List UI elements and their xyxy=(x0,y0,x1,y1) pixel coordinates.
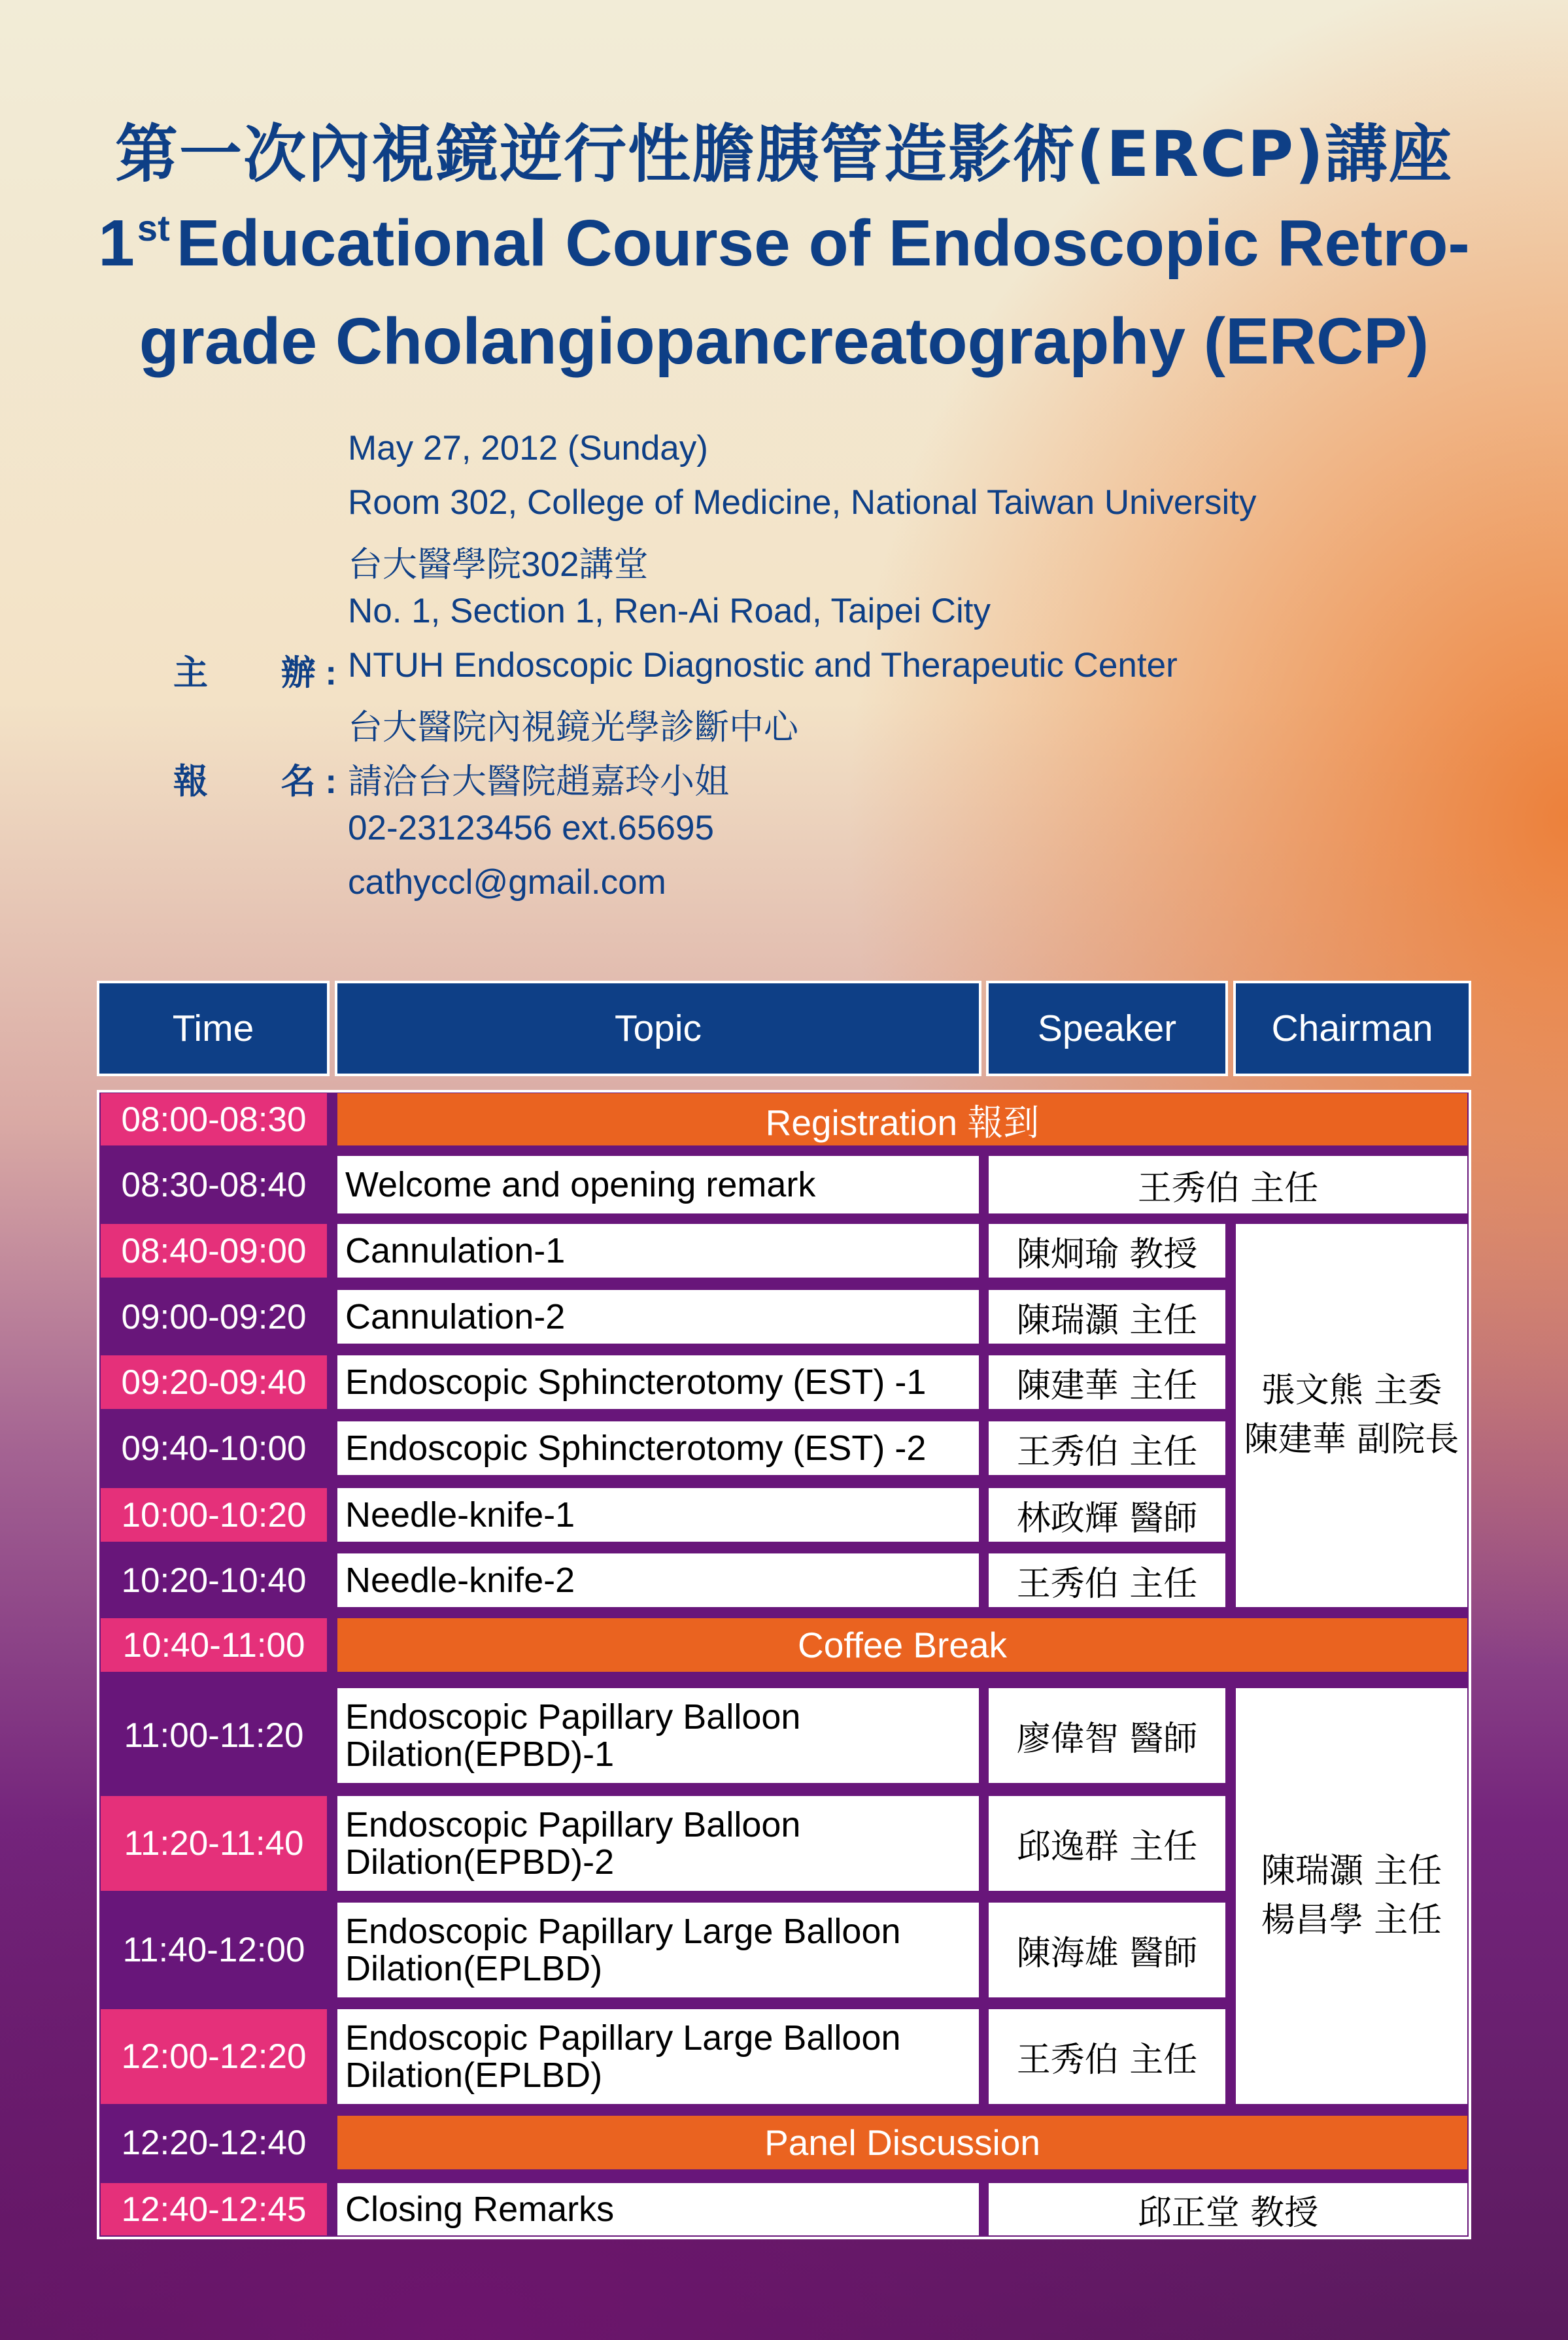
chairman-name: 楊昌學 主任 xyxy=(1261,1901,1442,1940)
host-label xyxy=(173,645,337,695)
venue-cn-value: 台大醫學院302講堂 xyxy=(348,545,649,584)
tel-value: 02-23123456 ext.65695 xyxy=(348,809,714,847)
topic-cell: Cannulation-2 xyxy=(337,1290,979,1344)
topic-cell: Closing Remarks xyxy=(337,2183,979,2235)
topic-cell xyxy=(337,1688,979,1783)
time-cell: 08:30-08:40 xyxy=(121,1165,307,1204)
time-cell: 09:00-09:20 xyxy=(121,1297,307,1336)
topic-line: Dilation(EPLBD) xyxy=(345,1948,603,1988)
speaker-cell: 陳海雄 醫師 xyxy=(989,1903,1225,1997)
speaker-cell: 林政輝 醫師 xyxy=(989,1488,1225,1542)
topic-cell xyxy=(337,1796,979,1891)
speaker-cell: 邱逸群 主任 xyxy=(989,1796,1225,1891)
time-cell: 08:40-09:00 xyxy=(101,1224,327,1278)
registration-band: Registration 報到 xyxy=(337,1093,1467,1145)
topic-cell xyxy=(337,1903,979,1997)
header-topic: Topic xyxy=(335,981,981,1076)
time-cell: 09:40-10:00 xyxy=(121,1429,307,1468)
header-speaker: Speaker xyxy=(986,981,1228,1076)
title-english-line1 xyxy=(0,206,1568,281)
topic-line: Dilation(EPBD)-1 xyxy=(345,1734,615,1774)
panel-discussion-band: Panel Discussion xyxy=(337,2116,1467,2169)
schedule-table xyxy=(97,981,1471,2239)
topic-cell: Endoscopic Sphincterotomy (EST) -1 xyxy=(337,1355,979,1409)
venue-value: Room 302, College of Medicine, National Taiwan University xyxy=(348,483,1257,522)
time-cell: 12:00-12:20 xyxy=(101,2009,327,2104)
time-cell: 11:20-11:40 xyxy=(101,1796,327,1891)
chairman-name: 陳瑞灝 主任 xyxy=(1261,1851,1442,1891)
time-cell: 08:00-08:30 xyxy=(101,1093,327,1145)
header-time: Time xyxy=(97,981,330,1076)
title-english-text: Educational Course of Endoscopic Retro- xyxy=(176,207,1470,280)
speaker-cell: 邱正堂 教授 xyxy=(989,2183,1467,2235)
time-cell: 12:40-12:45 xyxy=(101,2183,327,2235)
host-label-a: 主 xyxy=(173,654,208,692)
time-cell: 12:20-12:40 xyxy=(121,2123,307,2162)
chairman-group-2 xyxy=(1236,1688,1467,2104)
topic-line: Endoscopic Papillary Balloon xyxy=(345,1805,801,1844)
chairman-name: 張文熊 主委 xyxy=(1261,1370,1442,1410)
speaker-cell: 王秀伯 主任 xyxy=(989,2009,1225,2104)
topic-cell: Endoscopic Sphincterotomy (EST) -2 xyxy=(337,1421,979,1475)
topic-line: Endoscopic Papillary Large Balloon xyxy=(345,1911,901,1951)
register-label-b: 名 : xyxy=(281,762,337,801)
topic-line: Dilation(EPBD)-2 xyxy=(345,1842,615,1882)
speaker-cell: 王秀伯 主任 xyxy=(989,1156,1467,1213)
speaker-cell: 陳炯瑜 教授 xyxy=(989,1224,1225,1278)
topic-line: Dilation(EPLBD) xyxy=(345,2055,603,2095)
chairman-name: 陳建華 副院長 xyxy=(1244,1420,1459,1459)
header-chairman: Chairman xyxy=(1233,981,1471,1076)
topic-cell xyxy=(337,2009,979,2104)
time-cell: 10:20-10:40 xyxy=(121,1561,307,1600)
speaker-cell: 王秀伯 主任 xyxy=(989,1553,1225,1607)
register-label xyxy=(173,754,337,804)
time-cell: 11:00-11:20 xyxy=(124,1716,304,1755)
speaker-cell: 廖偉智 醫師 xyxy=(989,1688,1225,1783)
time-cell: 11:40-12:00 xyxy=(122,1931,305,1969)
host-value: NTUH Endoscopic Diagnostic and Therapeutic Center xyxy=(348,646,1178,685)
chairman-group-1 xyxy=(1236,1224,1467,1607)
register-value: 請洽台大醫院趙嘉玲小姐 xyxy=(348,762,729,801)
coffee-break-band: Coffee Break xyxy=(337,1618,1467,1672)
topic-cell: Needle-knife-1 xyxy=(337,1488,979,1542)
topic-cell: Needle-knife-2 xyxy=(337,1553,979,1607)
speaker-cell: 陳建華 主任 xyxy=(989,1355,1225,1409)
title-english-line2: grade Cholangiopancreatography (ERCP) xyxy=(139,305,1429,378)
register-label-a: 報 xyxy=(173,762,208,801)
speaker-cell: 王秀伯 主任 xyxy=(989,1421,1225,1475)
topic-cell: Welcome and opening remark xyxy=(337,1156,979,1213)
title-ordinal-suffix: st xyxy=(137,207,170,248)
time-cell: 10:00-10:20 xyxy=(101,1488,327,1542)
topic-cell: Cannulation-1 xyxy=(337,1224,979,1278)
title-chinese: 第一次內視鏡逆行性膽胰管造影術(ERCP)講座 xyxy=(114,118,1454,191)
topic-line: Endoscopic Papillary Balloon xyxy=(345,1697,801,1737)
address-value: No. 1, Section 1, Ren-Ai Road, Taipei City xyxy=(348,592,991,630)
time-cell: 09:20-09:40 xyxy=(101,1355,327,1409)
host-label-b: 辦 : xyxy=(281,654,337,692)
date-value: May 27, 2012 (Sunday) xyxy=(348,429,708,467)
topic-line: Endoscopic Papillary Large Balloon xyxy=(345,2018,901,2058)
title-ordinal: 1 xyxy=(98,207,135,280)
host-cn-value: 台大醫院內視鏡光學診斷中心 xyxy=(348,708,798,747)
email-value[interactable]: cathyccl@gmail.com xyxy=(348,863,666,902)
speaker-cell: 陳瑞灝 主任 xyxy=(989,1290,1225,1344)
time-cell: 10:40-11:00 xyxy=(101,1618,327,1672)
